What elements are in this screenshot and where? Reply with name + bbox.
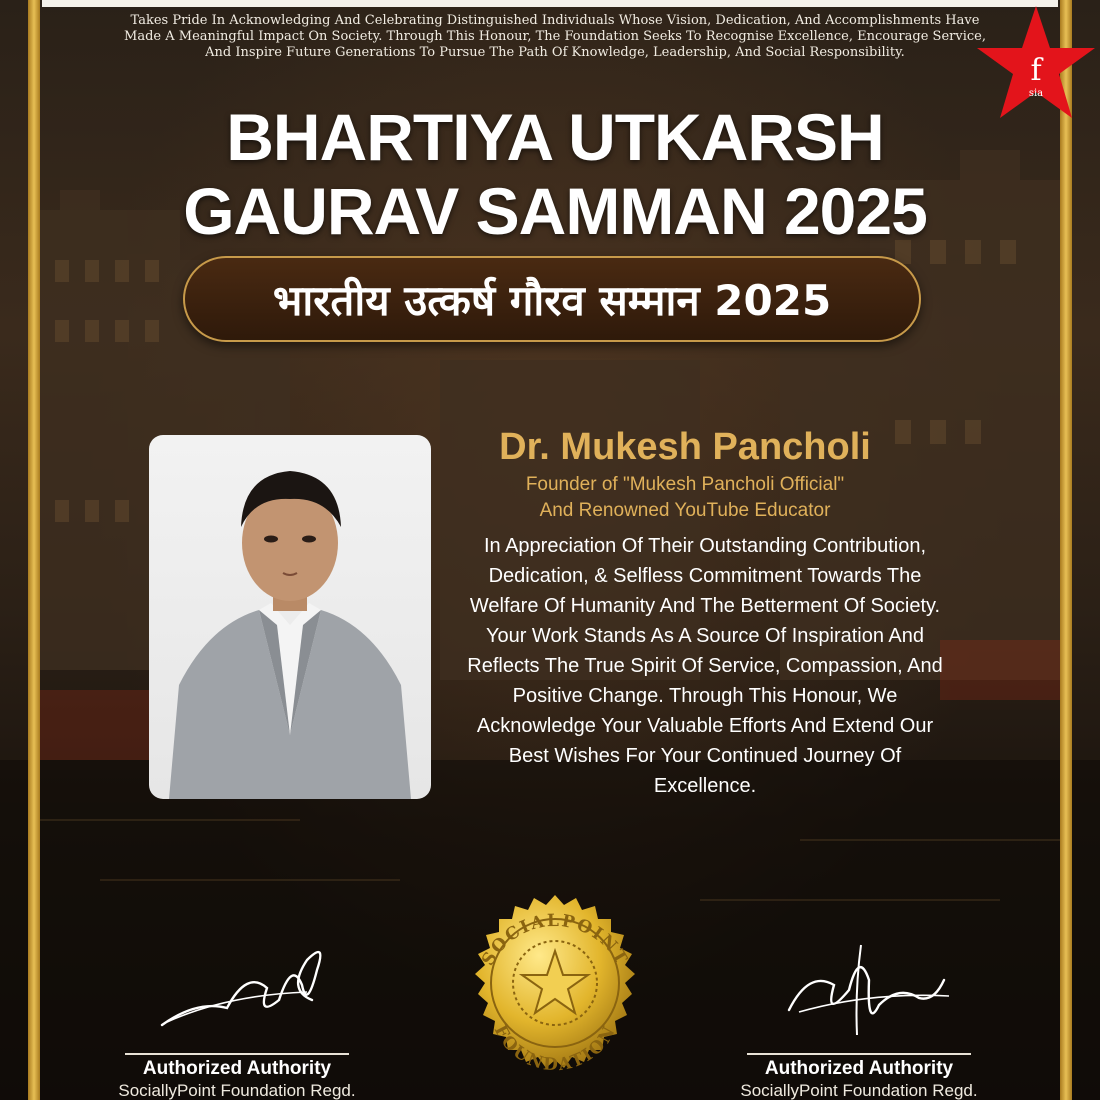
logo-subtext: sia: [1028, 88, 1044, 99]
intro-text: Takes Pride In Acknowledging And Celebrating Distinguished Individuals Whose Vision, Dedication, And Accomplishments Have Made A Meaningful Impact On Society. Through This Honour, The Foundation Seeks To Recognise Excellence, Encourage Service, And Inspire Future Generations To Pursue The Path Of Knowledge, Leadership, And Social Responsibility.: [124, 13, 986, 60]
seal-text-top: SOCIALPOINT: [478, 910, 632, 970]
awardee-role-line1: Founder of "Mukesh Pancholi Official": [525, 474, 845, 495]
award-title-line1: BHARTIYA UTKARSH: [226, 100, 884, 174]
star-logo-icon: [974, 4, 1098, 122]
awardee-role: [470, 472, 900, 524]
signatory-org-right: SociallyPoint Foundation Regd.: [740, 1081, 978, 1100]
awardee-photo: [149, 435, 431, 799]
award-title-line2: GAURAV SAMMAN 2025: [183, 174, 927, 248]
signatory-title-right: Authorized Authority: [764, 1058, 954, 1079]
signature-mark-right: [729, 930, 989, 1045]
gold-seal-icon: [452, 893, 658, 1099]
hindi-title-banner: [183, 256, 921, 342]
award-title: [140, 100, 970, 248]
signature-block-left: [107, 930, 367, 1100]
hindi-title: भारतीय उत्कर्ष गौरव सम्मान 2025: [272, 275, 832, 325]
signatory-title-left: Authorized Authority: [142, 1058, 332, 1079]
signatory-org-left: SociallyPoint Foundation Regd.: [118, 1081, 356, 1100]
awardee-role-line2: And Renowned YouTube Educator: [539, 500, 831, 521]
signature-line-left: [125, 1053, 349, 1055]
seal-text-bottom: FOUNDATION: [489, 1021, 621, 1076]
citation-text: In Appreciation Of Their Outstanding Contribution, Dedication, & Selfless Commitment Towards The Welfare Of Humanity And The Betterment Of Society. Your Work Stands As A Source Of Inspiration And Reflects The True Spirit Of Service, Compassion, And Positive Change. Through This Honour, We Acknowledge Your Valuable Efforts And Extend Our Best Wishes For Your Continued Journey Of Excellence.: [467, 535, 943, 797]
left-gold-border: [28, 0, 40, 1100]
signature-block-right: [729, 930, 989, 1100]
awardee-name: Dr. Mukesh Pancholi: [499, 426, 871, 468]
right-gold-border: [1060, 0, 1072, 1100]
logo-letter: f: [1030, 53, 1042, 88]
signature-mark-left: [107, 930, 367, 1045]
signature-line-right: [747, 1053, 971, 1055]
top-banner-strip: [42, 0, 1058, 7]
